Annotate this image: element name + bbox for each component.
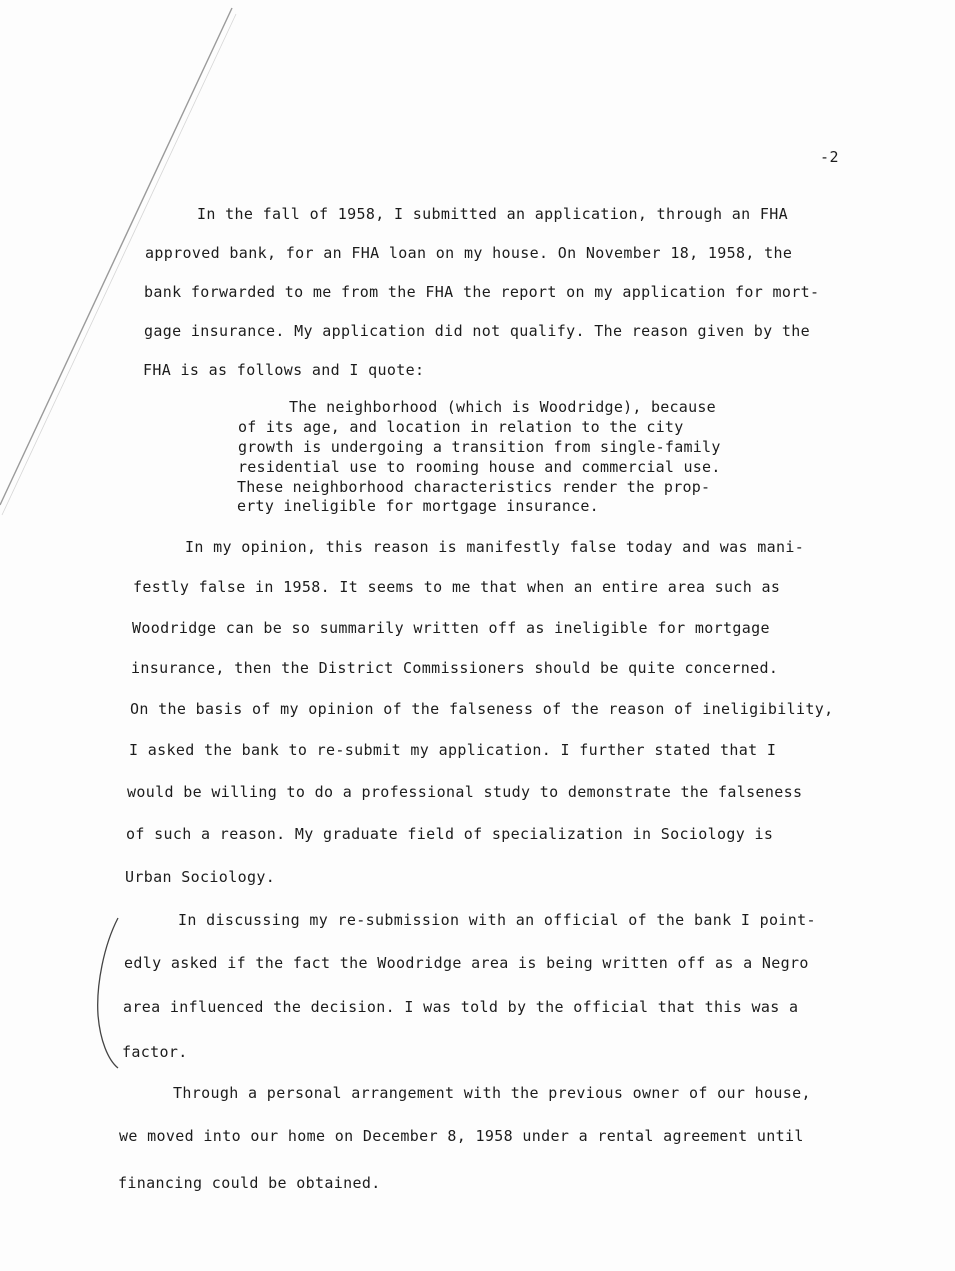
paragraph-3-line-3: area influenced the decision. I was told by the official that this was a bbox=[123, 998, 799, 1016]
quote-line-3: growth is undergoing a transition from single-family bbox=[238, 438, 721, 456]
quote-line-5: These neighborhood characteristics render the prop- bbox=[237, 478, 711, 496]
paragraph-2-line-7: would be willing to do a professional study to demonstrate the falseness bbox=[127, 783, 803, 801]
paragraph-1-line-5: FHA is as follows and I quote: bbox=[143, 361, 425, 379]
quote-line-6: erty ineligible for mortgage insurance. bbox=[237, 497, 599, 515]
paragraph-1-line-1: In the fall of 1958, I submitted an application, through an FHA bbox=[197, 205, 788, 223]
paragraph-2-line-3: Woodridge can be so summarily written off as ineligible for mortgage bbox=[132, 619, 770, 637]
paragraph-2-line-2: festly false in 1958. It seems to me that when an entire area such as bbox=[133, 578, 781, 596]
paragraph-2-line-1: In my opinion, this reason is manifestly false today and was mani- bbox=[185, 538, 805, 556]
paragraph-1-line-2: approved bank, for an FHA loan on my house. On November 18, 1958, the bbox=[145, 244, 793, 262]
quote-line-1: The neighborhood (which is Woodridge), because bbox=[289, 398, 716, 416]
paragraph-1-line-4: gage insurance. My application did not qualify. The reason given by the bbox=[144, 322, 811, 340]
paragraph-4-line-1: Through a personal arrangement with the previous owner of our house, bbox=[173, 1084, 811, 1102]
paragraph-3-line-2: edly asked if the fact the Woodridge area is being written off as a Negro bbox=[124, 954, 809, 972]
paragraph-2-line-8: of such a reason. My graduate field of specialization in Sociology is bbox=[126, 825, 774, 843]
paragraph-2-line-9: Urban Sociology. bbox=[125, 868, 276, 886]
paragraph-2-line-6: I asked the bank to re-submit my application. I further stated that I bbox=[129, 741, 777, 759]
paragraph-4-line-2: we moved into our home on December 8, 1958 under a rental agreement until bbox=[119, 1127, 804, 1145]
quote-line-4: residential use to rooming house and commercial use. bbox=[238, 458, 721, 476]
paragraph-2-line-4: insurance, then the District Commissioners should be quite concerned. bbox=[131, 659, 779, 677]
quote-line-2: of its age, and location in relation to the city bbox=[238, 418, 684, 436]
paragraph-3-line-1: In discussing my re-submission with an official of the bank I point- bbox=[178, 911, 816, 929]
paragraph-4-line-3: financing could be obtained. bbox=[118, 1174, 381, 1192]
paragraph-2-line-5: On the basis of my opinion of the falseness of the reason of ineligibility, bbox=[130, 700, 834, 718]
page-number: -2 bbox=[820, 148, 840, 166]
paragraph-1-line-3: bank forwarded to me from the FHA the report on my application for mort- bbox=[144, 283, 820, 301]
paragraph-3-line-4: factor. bbox=[122, 1043, 188, 1061]
